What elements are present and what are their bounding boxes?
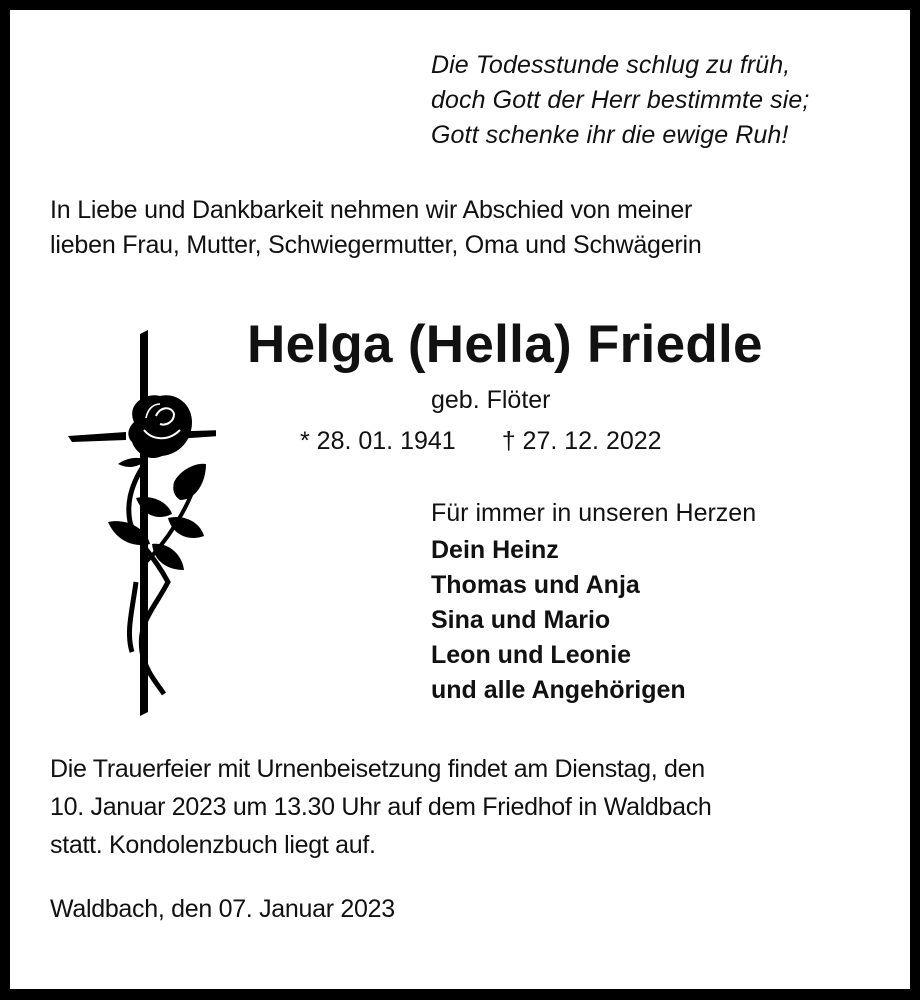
mourners-heading: Für immer in unseren Herzen [431,499,757,527]
intro-line: lieben Frau, Mutter, Schwiegermutter, Oma und Schwägerin [50,231,702,259]
mourner-name: Leon und Leonie [431,641,631,669]
verse [431,48,809,153]
mourner-name: Dein Heinz [431,536,559,564]
verse-line: Gott schenke ihr die ewige Ruh! [431,121,789,149]
funeral-line: 10. Januar 2023 um 13.30 Uhr auf dem Friedhof in Waldbach [50,793,712,821]
cross-with-rose-icon [56,322,216,717]
birth-date: * 28. 01. 1941 [300,427,456,455]
mourners-list [431,533,686,708]
death-date: † 27. 12. 2022 [501,427,662,455]
intro-text [50,193,702,263]
funeral-line: statt. Kondolenzbuch liegt auf. [50,831,376,859]
maiden-name: geb. Flöter [431,386,551,414]
life-dates [300,424,662,458]
funeral-line: Die Trauerfeier mit Urnenbeisetzung findet am Dienstag, den [50,755,705,783]
deceased-name: Helga (Hella) Friedle [247,315,763,374]
verse-line: doch Gott der Herr bestimmte sie; [431,86,810,114]
mourner-name: Thomas und Anja [431,571,640,599]
verse-line: Die Todesstunde schlug zu früh, [431,51,791,79]
place-and-date: Waldbach, den 07. Januar 2023 [50,895,395,923]
funeral-notice [50,750,712,864]
mourner-name: Sina und Mario [431,606,611,634]
mourner-name: und alle Angehörigen [431,676,686,704]
intro-line: In Liebe und Dankbarkeit nehmen wir Abschied von meiner [50,196,693,224]
